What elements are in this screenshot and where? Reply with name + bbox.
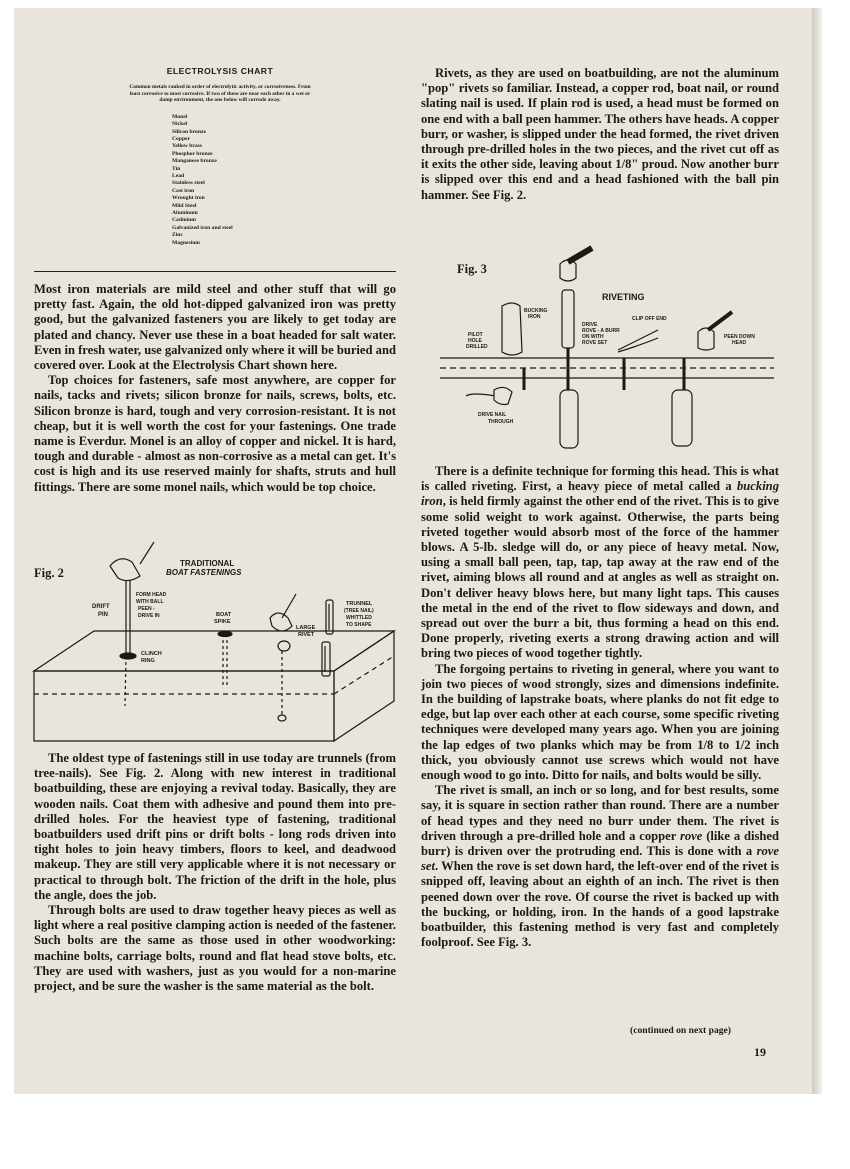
metal-item: Wrought iron bbox=[172, 195, 205, 202]
metal-item: Silicon bronze bbox=[172, 128, 206, 135]
svg-text:WHITTLED: WHITTLED bbox=[346, 615, 372, 621]
svg-text:TO SHAPE: TO SHAPE bbox=[346, 622, 372, 628]
paragraph: Top choices for fasteners, safe most anywhere, are copper for nails, tacks and rivets; silicon bronze for nails, screws, bolts, etc. Silicon bronze is hard, tough and very corrosion-resistant. It is not cheap, but it is well worth the cost for your fastenings. One trade name is Everdur. Monel is an alloy of copper and nickel. It is hard, tough and durable - almost as non-corrosive as a metal can get. It's cost is high and its use reserved mainly for shafts, struts and hull fittings. There are some monel nails, which would be top choice. bbox=[34, 373, 396, 494]
metal-item: Mild Steel bbox=[172, 202, 197, 209]
page-edge bbox=[812, 8, 822, 1094]
svg-text:ON WITH: ON WITH bbox=[582, 334, 604, 340]
paragraph: The oldest type of fastenings still in use today are trunnels (from tree-nails). See Fig. 2. Along with new interest in traditional boatbuilding, these are enjoying a revival today. Basically, they are wooden nails. Coat them with adhesive and pound them into pre-drilled holes. For the heaviest type of fastening, traditional boatbuilders used drift pins or drift bolts - long rods driven into tight holes to join heavy timbers, floors to keel, and deadwood makeup. They are still very applicable where it is not necessary or practical to through bolt. The friction of the drift in the hole, plus the angle, does the job. bbox=[34, 751, 396, 902]
metal-item: Nickel bbox=[172, 121, 188, 128]
large-rivet bbox=[270, 594, 296, 721]
electrolysis-chart bbox=[120, 66, 320, 247]
nippers bbox=[618, 330, 658, 390]
metal-item: Yellow brass bbox=[172, 143, 202, 150]
paragraph: There is a definite technique for forming this head. This is what is called riveting. First, a heavy piece of metal called a bucking iron, is held firmly against the other end of the rivet. This is to give some solid weight to work against. Otherwise, the parts being riveted together would absorb most of the force of the hammer blows. A 5-lb. sledge will do, or any piece of heavy metal. Now, using a small ball peen, tap, tap, tap away at the raw end of the rivet, aiming blows all round and at angles as well as straight on. Don't deliver heavy blows here, but many light taps. This causes the metal in the end of the rivet to flow sideways and down, and spread out over the burr a bit, thus forming a head on this end. Done properly, riveting exerts a strong drawing action and will bring two pieces of wood together tightly. bbox=[421, 464, 779, 661]
chart-title: ELECTROLYSIS CHART bbox=[166, 66, 274, 76]
svg-text:PIN: PIN bbox=[98, 612, 109, 618]
svg-text:RING: RING bbox=[141, 658, 155, 664]
metal-item: Cast iron bbox=[172, 187, 195, 194]
fig2-title: TRADITIONAL bbox=[180, 559, 235, 568]
fig3-drive-label: DRIVE bbox=[582, 322, 598, 328]
svg-text:IRON: IRON bbox=[528, 314, 541, 320]
bucking-iron bbox=[502, 303, 522, 355]
fig3-nail-label: DRIVE NAIL bbox=[478, 412, 507, 418]
fig2-spike-label: BOAT bbox=[216, 612, 232, 618]
metal-item: Monel bbox=[172, 113, 188, 120]
paragraph: Through bolts are used to draw together heavy pieces as well as light where a real positive clamping action is needed of the fastener. Such bolts are the same as those used in other woodworking: machine bolts, carriage bolts, round and flat head stove bolts, etc. They are used with washers, just as you would for a non-marine project, and be sure the washer is the same material as the bolt. bbox=[34, 903, 396, 994]
metal-list bbox=[172, 114, 320, 247]
svg-text:PEEN -: PEEN - bbox=[138, 606, 155, 612]
rove-set bbox=[560, 248, 592, 448]
right-column-bottom bbox=[421, 464, 779, 951]
rivet-driven bbox=[466, 368, 524, 405]
paragraph: Rivets, as they are used on boatbuilding, are not the aluminum "pop" rivets so familiar. Instead, a copper rod, boat nail, or round slating nail is used. If plain rod is used, a head must be formed on one end with a ball peen hammer. The others have heads. A copper burr, or washer, is slipped under the head formed, the rivet driven through pre-drilled holes in the two pieces, and the rivet cut off as it exits the other side, leaving about 1/8" proud. Now another burr is slipped over this end and a head fashioned with the ball pin hammer. See Fig. 2. bbox=[421, 66, 779, 202]
drift-pin bbox=[110, 542, 154, 706]
page-number: 19 bbox=[754, 1045, 766, 1059]
metal-item: Cadmium bbox=[172, 217, 196, 224]
fig2-illustration bbox=[28, 538, 400, 743]
svg-text:ROVE SET: ROVE SET bbox=[582, 340, 608, 346]
left-column-bottom bbox=[34, 751, 396, 994]
fig2-label: Fig. 2 bbox=[34, 566, 64, 580]
svg-text:HEAD: HEAD bbox=[732, 340, 747, 346]
fig2-trunnel-label: TRUNNEL bbox=[346, 601, 373, 607]
boat-spike bbox=[218, 632, 232, 687]
peen-hammer bbox=[672, 312, 732, 446]
svg-text:HOLE: HOLE bbox=[468, 338, 482, 344]
metal-item: Phosphor bronze bbox=[172, 150, 213, 157]
chart-intro: Common metals ranked in order of electrolytic activity, or corrosiveness. From least corrosive to most corrosive. If two of these are near each other in a wet or damp environment, the one below will corrode away. bbox=[129, 84, 311, 104]
svg-text:DRIVE IN: DRIVE IN bbox=[138, 613, 160, 619]
metal-item: Stainless steel bbox=[172, 180, 205, 187]
fig3-peen-label: PEEN DOWN bbox=[724, 334, 755, 340]
metal-item: Aluminum bbox=[172, 210, 198, 217]
svg-text:WITH BALL: WITH BALL bbox=[136, 599, 164, 605]
right-column-top bbox=[421, 66, 779, 203]
metal-item: Galvanized iron and steel bbox=[172, 224, 233, 231]
svg-text:THROUGH: THROUGH bbox=[488, 419, 514, 425]
metal-item: Lead bbox=[172, 173, 185, 180]
section-divider bbox=[34, 271, 396, 272]
metal-item: Zinc bbox=[172, 232, 183, 239]
fig3-illustration bbox=[432, 240, 782, 450]
metal-item: Magnesium bbox=[172, 239, 200, 246]
fig2-title-2: BOAT FASTENINGS bbox=[166, 568, 242, 577]
fig2-rivet-label: LARGE bbox=[296, 625, 316, 631]
paragraph: The forgoing pertains to riveting in general, where you want to join two pieces of wood strongly, sizes and dimensions indefinite. In the building of lapstrake boats, where planks do not fit edge to edge, but lap over each other at each course, some specific riveting techniques were developed many years ago. When you are joining the lap edges of two planks which may be from 1/8 to 1/2 inch thick, you obviously cannot use screws which would not have enough wood to go into. Ditto for nails, and bolts would be silly. bbox=[421, 661, 779, 783]
fig3-title: RIVETING bbox=[602, 292, 645, 302]
paragraph: The rivet is small, an inch or so long, and for best results, some say, it is square in section rather than round. There are a number of head types and they need no burr under them. The rivet is driven through a pre-drilled hole and a copper rove (like a dished burr) is driven over the protruding end. This is done with a rove set. When the rove is set down hard, the left-over end of the rivet is snipped off, leaving about an eighth of an inch. The rivet is then peened down over the rove. Of course the rivet is backed up with the bucking, or holding, iron. In the hands of a good lapstrake boatbuilder, this fastening method is very fast and completely foolproof. See Fig. 3. bbox=[421, 783, 779, 950]
fig3-pilot-label: PILOT bbox=[468, 332, 483, 338]
metal-item: Copper bbox=[172, 136, 191, 142]
fig2-drift-label: DRIFT bbox=[92, 604, 110, 610]
fig2-clinch-label: CLINCH bbox=[141, 651, 162, 657]
left-column-top bbox=[34, 282, 396, 495]
fig3-label: Fig. 3 bbox=[457, 262, 487, 276]
paragraph: Most iron materials are mild steel and other stuff that will go pretty fast. Again, the old hot-dipped galvanized iron was pretty good, but the galvanized fasteners you are likely to get today are plated and chancy. Never use these in a boat headed for salt water. Even in fresh water, use galvanized only where it will be buried and covered over. Look at the Electrolysis Chart shown here. bbox=[34, 282, 396, 373]
metal-item: Tin bbox=[172, 165, 181, 172]
fig3-clip-label: CLIP OFF END bbox=[632, 316, 667, 322]
lapped-planks bbox=[440, 358, 774, 378]
svg-text:(TREE NAIL): (TREE NAIL) bbox=[344, 608, 374, 614]
timber-block bbox=[34, 631, 394, 741]
svg-text:DRILLED: DRILLED bbox=[466, 344, 488, 350]
svg-text:FORM HEAD: FORM HEAD bbox=[136, 592, 167, 598]
svg-text:ROVE - A BURR: ROVE - A BURR bbox=[582, 328, 620, 334]
continued-note: (continued on next page) bbox=[630, 1025, 732, 1036]
svg-text:RIVET: RIVET bbox=[298, 632, 315, 638]
svg-text:BUCKING: BUCKING bbox=[524, 308, 548, 314]
trunnel bbox=[322, 600, 333, 676]
svg-text:SPIKE: SPIKE bbox=[214, 619, 231, 625]
metal-item: Manganese bronze bbox=[172, 158, 217, 165]
